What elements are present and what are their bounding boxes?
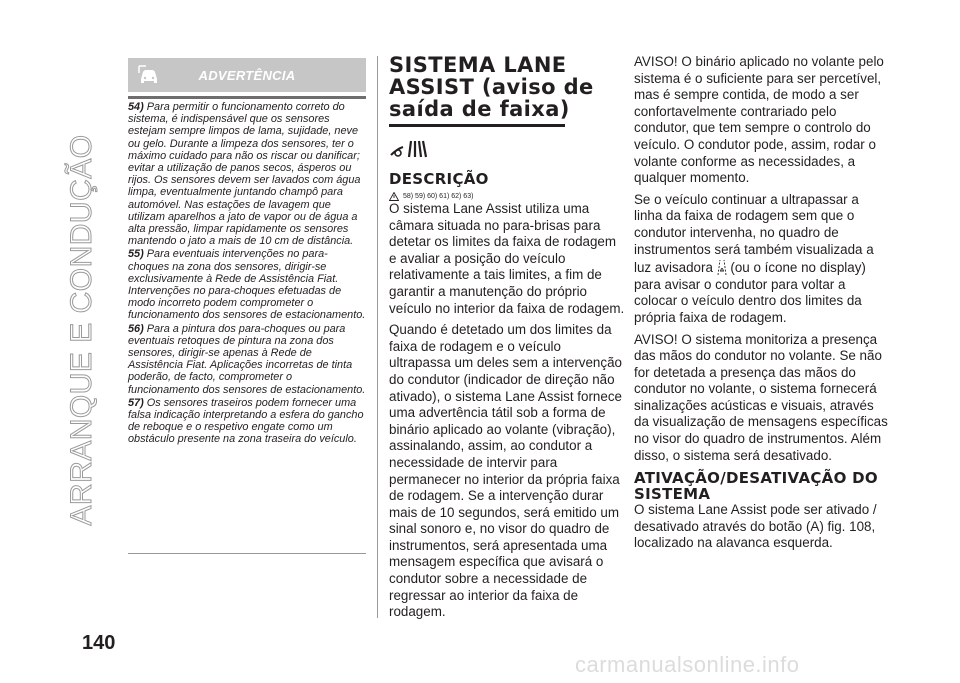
warning-triangle-icon xyxy=(389,192,399,201)
body-paragraph: Quando é detetado um dos limites da faixa de rodagem e o veículo ultrapassa um deles sem a intervenção do condutor (indicador de direção não ativado), o sistema Lane Assist fornece uma advertência tátil sob a forma de binário aplicado ao volante (vibração), assinalando, assim, ao condutor a necessidade de intervir para permanecer no interior da própria faixa de rodagem. Se a intervenção durar mais de 10 segundos, será emitido um sinal sonoro e, no visor do quadro de instrumentos, será apresentada uma mensagem específica que avisará o condutor sobre a necessidade de regressar ao interior da faixa de rodagem. xyxy=(389,322,622,620)
body-paragraph: O sistema Lane Assist pode ser ativado / desativado através do botão (A) fig. 108, localizado na alavanca esquerda. xyxy=(634,502,877,551)
reference-numbers: 58) 59) 60) 61) 62) 63) xyxy=(403,193,474,200)
warning-references xyxy=(389,192,625,201)
warning-box xyxy=(128,58,366,554)
lane-warning-lamp-icon xyxy=(717,258,727,276)
page-number: 140 xyxy=(82,632,116,654)
warning-item: 55) Para eventuais intervenções no para-choques na zona dos sensores, dirigir-se exclusivamente à Rede de Assistência Fiat. Intervenções no para-choques efetuadas de modo incorreto podem comprometer o funcionamento dos sensores de estacionamento. xyxy=(128,248,366,322)
column-separator xyxy=(377,56,378,618)
warning-item: 56) Para a pintura dos para-choques ou para eventuais retoques de pintura na zona dos sensores, dirigir-se apenas à Rede de Assistência Fiat. Aplicações incorretas de tinta poderão, de facto, comprometer o funcionamento dos sensores de estacionamento. xyxy=(128,322,366,396)
chapter-side-title: ARRANQUE E CONDUÇÃO xyxy=(65,134,98,526)
right-column xyxy=(634,54,890,552)
body-paragraph: Se o veículo continuar a ultrapassar a linha da faixa de rodagem sem que o condutor intervenha, no quadro de instrumentos será também visualizada a luz avisadora (ou o ícone no display) para avisar o condutor para voltar a colocar o veículo dentro dos limites da própria faixa de rodagem. xyxy=(634,191,874,325)
body-paragraph: AVISO! O binário aplicado no volante pelo sistema é o suficiente para ser percetível, mas é sempre contida, de modo a ser confortavelmente contrariado pelo condutor, que tem sempre o controlo do veículo. O condutor pode, assim, rodar o volante conforme as necessidades, a qualquer momento. xyxy=(634,54,884,186)
activation-heading: ATIVAÇÃO/DESATIVAÇÃO DO SISTEMA xyxy=(634,469,878,504)
watermark: carmanualsonline.info xyxy=(575,652,800,677)
warning-header xyxy=(128,58,366,92)
main-section xyxy=(389,54,625,621)
warning-body xyxy=(128,96,366,446)
warning-item: 57) Os sensores traseiros podem fornecer uma falsa indicação interpretando a esfera do gancho de reboque e o respetivo engate como um obstáculo presente na zona traseira do veículo. xyxy=(128,396,364,446)
lane-assist-icon xyxy=(389,137,429,159)
description-heading: DESCRIÇÃO xyxy=(389,170,489,188)
body-paragraph: O sistema Lane Assist utiliza uma câmara situada no para-brisas para detetar os limites da faixa de rodagem e avaliar a posição do veículo relativamente a tais limites, a fim de garantir a manutenção do próprio veículo no interior da faixa de rodagem. xyxy=(389,201,625,316)
warning-car-icon xyxy=(136,62,162,88)
warning-title: ADVERTÊNCIA xyxy=(198,67,296,83)
section-title: SISTEMA LANE ASSIST (aviso de saída de faixa) xyxy=(389,53,594,121)
title-rule xyxy=(389,124,565,127)
body-paragraph: AVISO! O sistema monitoriza a presença das mãos do condutor no volante. Se não for detetada a presença das mãos do condutor no volante, o sistema fornecerá sinalizações acústicas e visuais, através da visualização de mensagens específicas no visor do quadro de instrumentos. Além disso, o sistema será desativado. xyxy=(634,331,888,463)
warning-item: 54) Para permitir o funcionamento correto do sistema, é indispensável que os sensores estejam sempre limpos de lama, sujidade, neve ou gelo. Durante a limpeza dos sensores, ter o máximo cuidado para não os riscar ou danificar; evitar a utilização de panos secos, ásperos ou rijos. Os sensores devem ser lavados com água limpa, eventualmente juntando champô para automóvel. Nas estações de lavagem que utilizam aparelhos a jato de vapor ou de água a alta pressão, limpar rapidamente os sensores mantendo o jato a mais de 10 cm de distância. xyxy=(128,101,361,248)
